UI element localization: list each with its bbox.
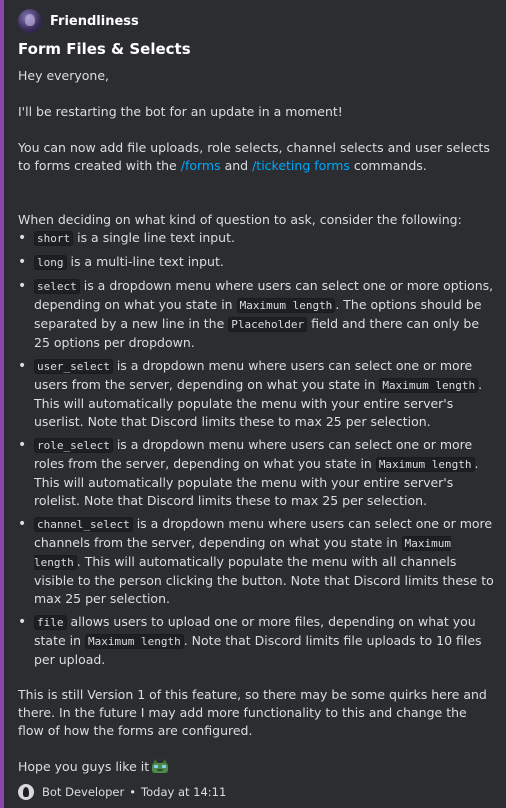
embed-footer bbox=[18, 784, 496, 800]
code-maximum-length: Maximum length bbox=[237, 298, 336, 313]
greeting-text: Hey everyone, bbox=[18, 68, 110, 83]
closing-text: Hope you guys like it bbox=[18, 758, 496, 776]
consider-text: When deciding on what kind of question to ask, consider the following: bbox=[18, 212, 462, 227]
embed-title: Form Files & Selects bbox=[18, 40, 191, 58]
code-user-select: user_select bbox=[34, 359, 113, 374]
forms-command-link[interactable]: /forms bbox=[180, 158, 221, 173]
list-item-short: • short is a single line text input. bbox=[34, 229, 496, 248]
list-item-role-select: • role_select is a dropdown menu where users can select one or more roles from the server, depending on what you state in Maximum length . This will automatically populate the menu with your entire server's rolelist. Note that Discord limits these to max 25 per selection. bbox=[34, 436, 496, 510]
code-role-select: role_select bbox=[34, 438, 113, 453]
list-item-file: • file allows users to upload one or more files, depending on what you state in Maximum length . Note that Discord limits file uploads to 10 files per upload. bbox=[34, 613, 496, 669]
code-maximum-length: Maximum length bbox=[34, 537, 451, 569]
embed-author bbox=[18, 10, 496, 32]
footer-avatar bbox=[18, 784, 34, 800]
version-note: This is still Version 1 of this feature, so there may be some quirks here and there. In the future I may add more functionality to this and change the flow of how the forms are configured. bbox=[18, 687, 487, 738]
code-file: file bbox=[34, 615, 67, 630]
code-maximum-length: Maximum length bbox=[376, 457, 475, 472]
restart-text: I'll be restarting the bot for an update in a moment! bbox=[18, 104, 343, 119]
author-name[interactable]: Friendliness bbox=[50, 13, 139, 29]
code-maximum-length: Maximum length bbox=[85, 634, 184, 649]
footer-separator: • bbox=[129, 785, 137, 799]
cat-emoji-icon bbox=[151, 758, 169, 774]
code-long: long bbox=[34, 255, 67, 270]
list-item-long: • long is a multi-line text input. bbox=[34, 253, 496, 272]
list-item-select: • select is a dropdown menu where users can select one or more options, depending on what you state in Maximum length . The options should be separated by a new line in the Placeholder field and there can only be 25 options per dropdown. bbox=[34, 277, 496, 352]
code-channel-select: channel_select bbox=[34, 517, 133, 532]
embed-description bbox=[18, 67, 496, 776]
code-maximum-length: Maximum length bbox=[379, 378, 478, 393]
list-item-channel-select: • channel_select is a dropdown menu where users can select one or more channels from the server, depending on what you state in Maximum length . This will automatically populate the menu with all channels visible to the person clicking the button. Note that Discord limits these to max 25 per selection. bbox=[34, 515, 496, 608]
code-select: select bbox=[34, 279, 80, 294]
footer-timestamp: Today at 14:11 bbox=[141, 785, 227, 799]
author-avatar[interactable] bbox=[18, 9, 42, 33]
code-short: short bbox=[34, 231, 73, 246]
footer-name: Bot Developer bbox=[42, 785, 125, 799]
question-type-list bbox=[18, 229, 496, 669]
list-item-user-select: • user_select is a dropdown menu where users can select one or more users from the server, depending on what you state in Maximum length . This will automatically populate the menu with your entire server's userlist. Note that Discord limits these to max 25 per selection. bbox=[34, 357, 496, 431]
code-placeholder: Placeholder bbox=[228, 317, 307, 332]
ticketing-forms-command-link[interactable]: /ticketing forms bbox=[252, 158, 350, 173]
intro-paragraph: You can now add file uploads, role selects, channel selects and user selects to forms created with the /forms and /ticketing forms commands. bbox=[18, 140, 490, 173]
